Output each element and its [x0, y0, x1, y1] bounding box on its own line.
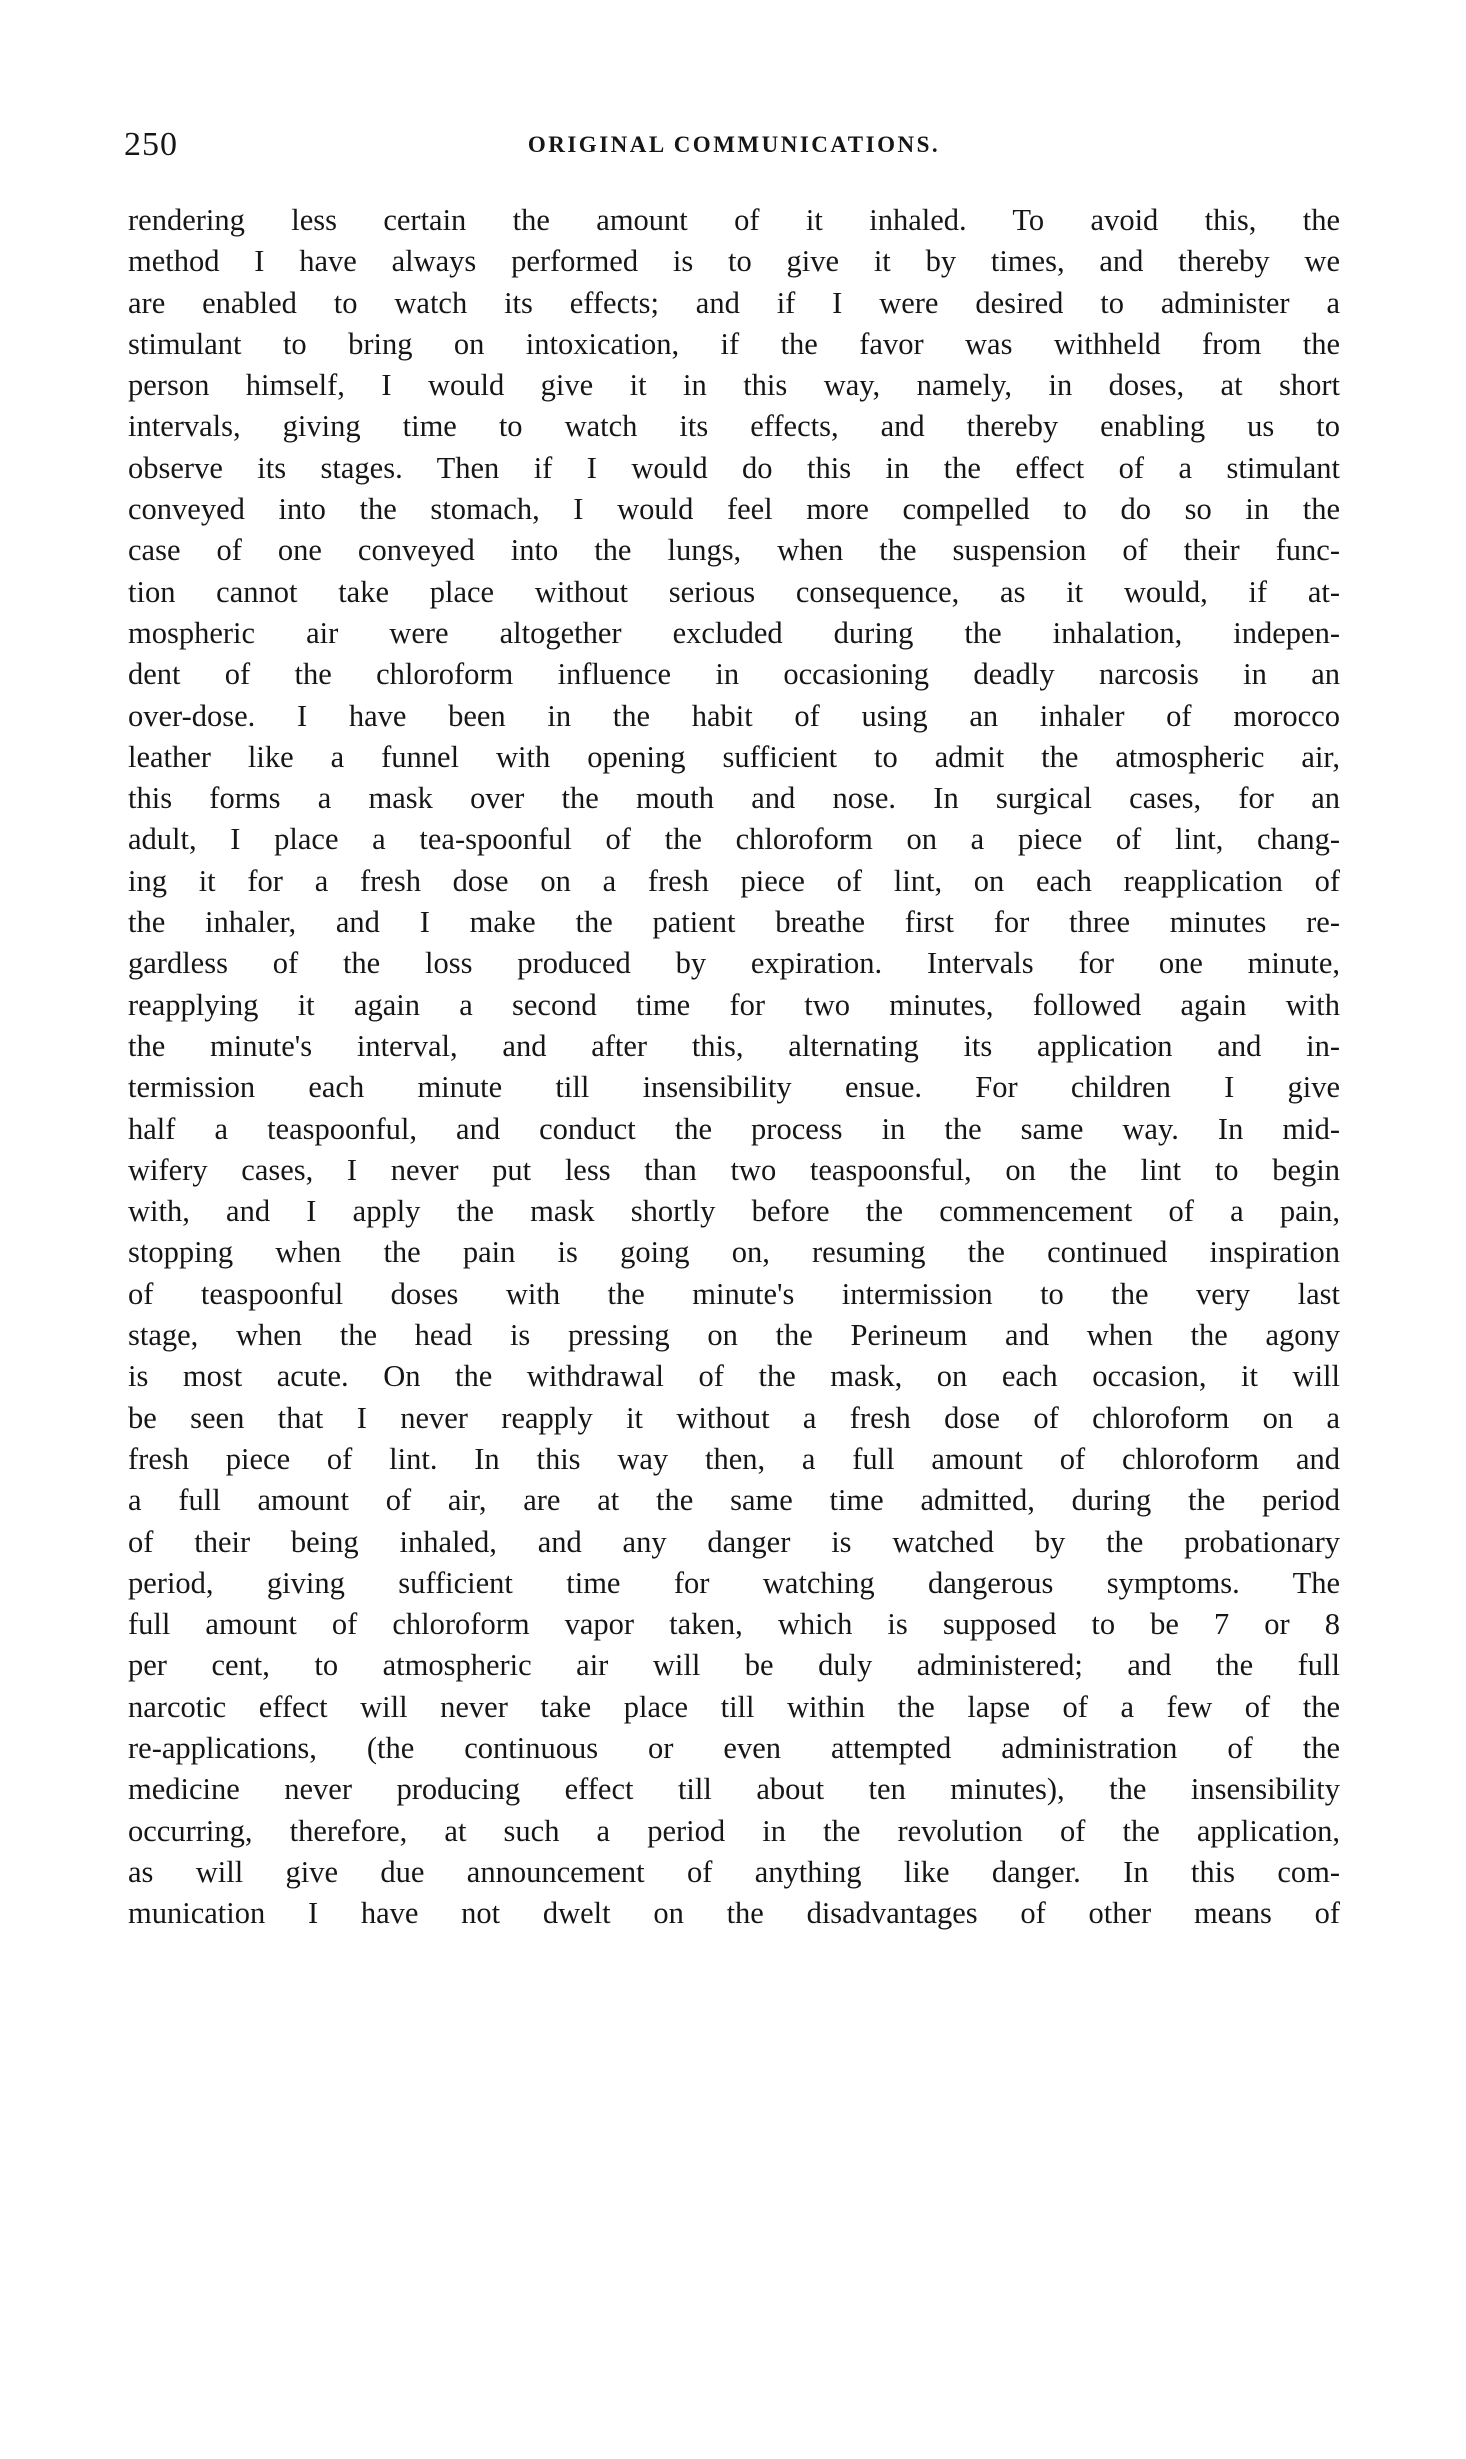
text-line: dent of the chloroform influence in occasioning deadly narcosis in an [128, 657, 1340, 692]
body-paragraph [128, 200, 1340, 1934]
text-line: medicine never producing effect till about ten minutes), the insensibility [128, 1772, 1340, 1807]
text-line: occurring, therefore, at such a period in the revolution of the application, [128, 1813, 1340, 1848]
text-line: mospheric air were altogether excluded during the inhalation, indepen- [128, 615, 1340, 650]
text-line: is most acute. On the withdrawal of the mask, on each occasion, it will [128, 1359, 1340, 1394]
text-line: tion cannot take place without serious consequence, as it would, if at- [128, 574, 1340, 609]
text-line: per cent, to atmospheric air will be duly administered; and the full [128, 1648, 1340, 1683]
text-line: observe its stages. Then if I would do this in the effect of a stimulant [128, 450, 1340, 485]
text-line: be seen that I never reapply it without a fresh dose of chloroform on a [128, 1400, 1340, 1435]
text-line: method I have always performed is to give it by times, and thereby we [128, 244, 1340, 279]
text-line: wifery cases, I never put less than two teaspoonsful, on the lint to begin [128, 1152, 1340, 1187]
text-line: stage, when the head is pressing on the Perineum and when the agony [128, 1318, 1340, 1353]
text-line: over-dose. I have been in the habit of using an inhaler of morocco [128, 698, 1340, 733]
text-line: stimulant to bring on intoxication, if the favor was withheld from the [128, 326, 1340, 361]
text-line: are enabled to watch its effects; and if I were desired to administer a [128, 285, 1340, 320]
text-line: munication I have not dwelt on the disadvantages of other means of [128, 1896, 1340, 1931]
text-line: ing it for a fresh dose on a fresh piece of lint, on each reapplication of [128, 863, 1340, 898]
text-line: intervals, giving time to watch its effects, and thereby enabling us to [128, 409, 1340, 444]
text-line: period, giving sufficient time for watching dangerous symptoms. The [128, 1565, 1340, 1600]
text-line: conveyed into the stomach, I would feel more compelled to do so in the [128, 492, 1340, 527]
page-number: 250 [124, 126, 178, 163]
text-line: with, and I apply the mask shortly before the commencement of a pain, [128, 1194, 1340, 1229]
text-line: reapplying it again a second time for two minutes, followed again with [128, 987, 1340, 1022]
text-line: leather like a funnel with opening sufficient to admit the atmospheric air, [128, 739, 1340, 774]
text-line: termission each minute till insensibility ensue. For children I give [128, 1070, 1340, 1105]
text-line: as will give due announcement of anything like danger. In this com- [128, 1854, 1340, 1889]
running-head-title: ORIGINAL COMMUNICATIONS. [527, 132, 941, 157]
text-line: person himself, I would give it in this way, namely, in doses, at short [128, 368, 1340, 403]
text-line: the inhaler, and I make the patient breathe first for three minutes re- [128, 905, 1340, 940]
text-line: this forms a mask over the mouth and nose. In surgical cases, for an [128, 781, 1340, 816]
running-head [124, 126, 1344, 170]
text-line: full amount of chloroform vapor taken, which is supposed to be 7 or 8 [128, 1607, 1340, 1642]
text-line: the minute's interval, and after this, alternating its application and in- [128, 1028, 1340, 1063]
text-line: adult, I place a tea-spoonful of the chloroform on a piece of lint, chang- [128, 822, 1340, 857]
text-line: of teaspoonful doses with the minute's intermission to the very last [128, 1276, 1340, 1311]
text-line: of their being inhaled, and any danger is watched by the probationary [128, 1524, 1340, 1559]
text-line: gardless of the loss produced by expiration. Intervals for one minute, [128, 946, 1340, 981]
text-line: half a teaspoonful, and conduct the process in the same way. In mid- [128, 1111, 1340, 1146]
text-line: rendering less certain the amount of it inhaled. To avoid this, the [128, 203, 1340, 237]
text-line: re-applications, (the continuous or even attempted administration of the [128, 1730, 1340, 1765]
text-line: fresh piece of lint. In this way then, a full amount of chloroform and [128, 1441, 1340, 1476]
text-line: narcotic effect will never take place till within the lapse of a few of the [128, 1689, 1340, 1724]
text-line: a full amount of air, are at the same time admitted, during the period [128, 1483, 1340, 1518]
text-line: stopping when the pain is going on, resuming the continued inspiration [128, 1235, 1340, 1270]
text-line: case of one conveyed into the lungs, when the suspension of their func- [128, 533, 1340, 568]
